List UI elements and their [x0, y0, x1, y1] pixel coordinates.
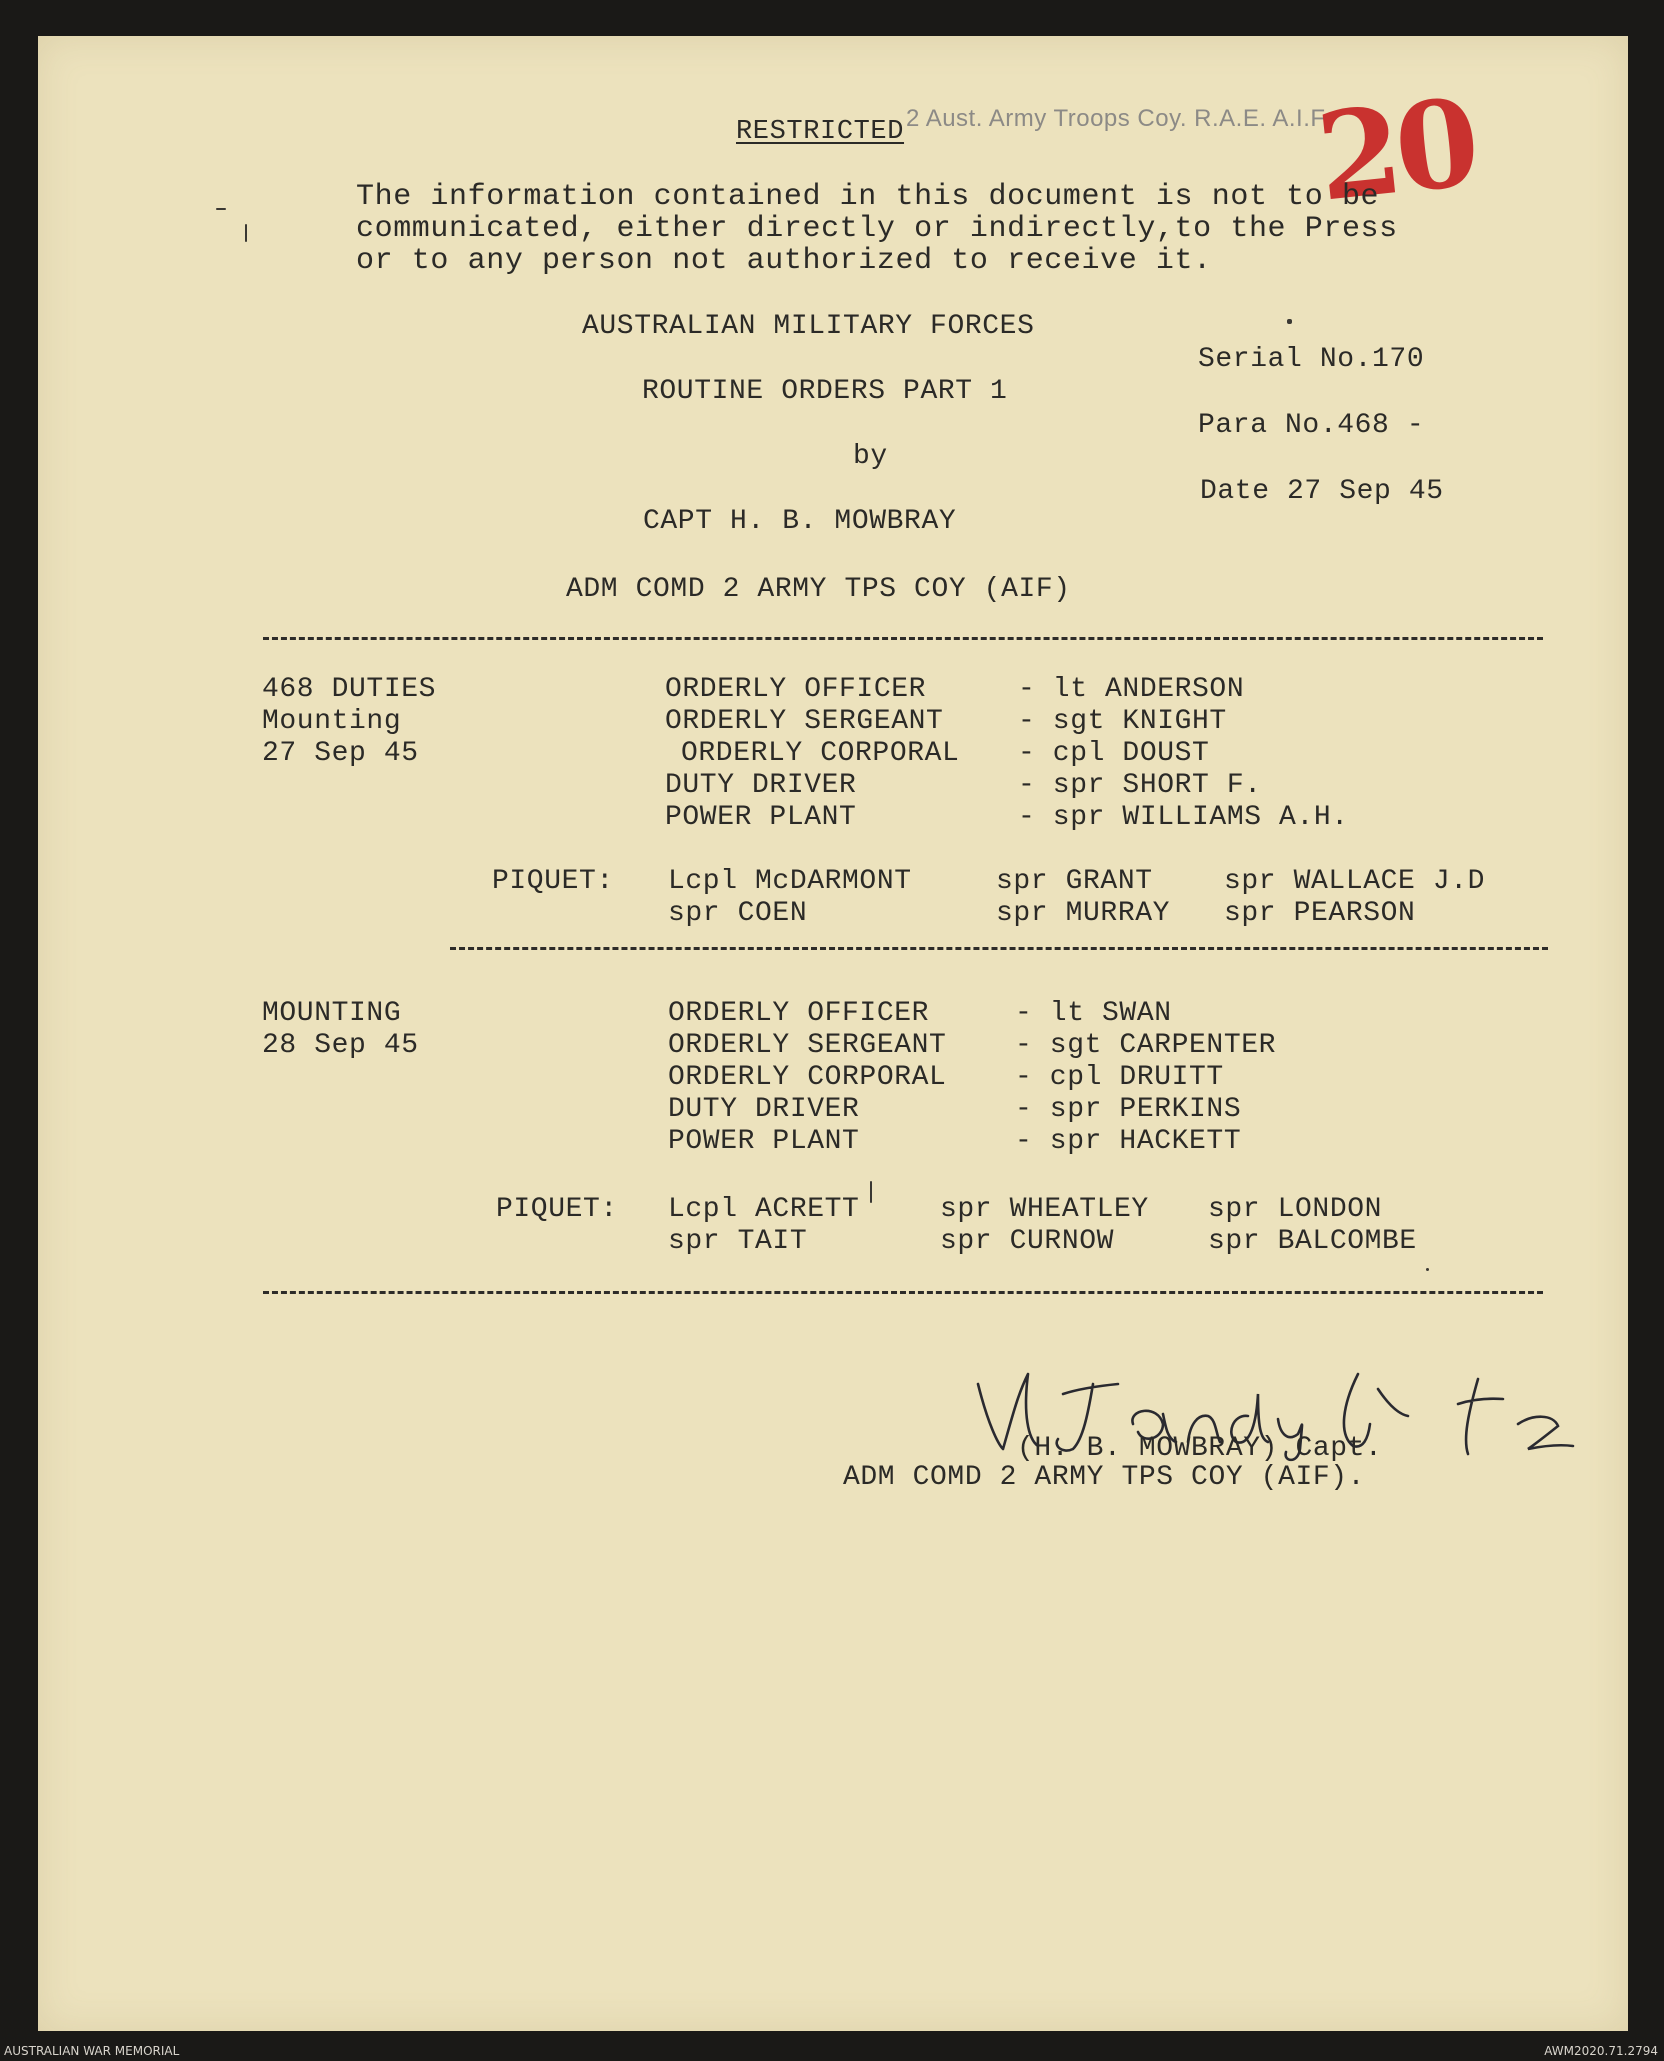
ink-mark — [1426, 1268, 1429, 1271]
piquet-member: Lcpl McDARMONT — [668, 866, 912, 897]
section-heading-line: MOUNTING — [262, 998, 402, 1029]
orders-title: ROUTINE ORDERS PART 1 — [642, 376, 1008, 407]
separator-top — [263, 637, 1543, 640]
duty-name: - sgt CARPENTER — [1015, 1030, 1277, 1061]
separator-bottom — [263, 1291, 1543, 1294]
piquet-member: spr LONDON — [1208, 1194, 1383, 1225]
section-heading-line: 468 DUTIES — [262, 674, 437, 705]
order-date: Date 27 Sep 45 — [1200, 476, 1444, 507]
document-page — [38, 36, 1628, 2031]
ink-mark — [1287, 319, 1292, 324]
command-line: ADM COMD 2 ARMY TPS COY (AIF) — [566, 574, 1071, 605]
duty-name: - cpl DRUITT — [1015, 1062, 1224, 1093]
piquet-member: spr BALCOMBE — [1208, 1226, 1417, 1257]
by-line: by — [853, 441, 888, 472]
ink-mark — [245, 224, 247, 242]
duty-role: ORDERLY CORPORAL — [668, 1062, 947, 1093]
duty-role: ORDERLY OFFICER — [665, 674, 927, 705]
ink-mark — [870, 1181, 872, 1203]
piquet-member: spr WHEATLEY — [940, 1194, 1149, 1225]
piquet-member: spr TAIT — [668, 1226, 808, 1257]
piquet-label: PIQUET: — [492, 866, 614, 897]
signature-text — [38, 36, 39, 37]
notice-line-3: or to any person not authorized to receive it. — [356, 244, 1212, 278]
officer-line: CAPT H. B. MOWBRAY — [643, 506, 957, 537]
archive-footer-left: AUSTRALIAN WAR MEMORIAL — [4, 2044, 180, 2058]
para-number: Para No.468 - — [1198, 410, 1425, 441]
duty-role: ORDERLY OFFICER — [668, 998, 930, 1029]
signatory-command: ADM COMD 2 ARMY TPS COY (AIF). — [843, 1462, 1366, 1493]
piquet-member: spr MURRAY — [996, 898, 1171, 929]
duty-name: - lt ANDERSON — [1018, 674, 1245, 705]
signatory-name: (H. B. MOWBRAY) Capt. — [1017, 1433, 1383, 1464]
piquet-member: spr GRANT — [996, 866, 1153, 897]
notice-line-1: The information contained in this document is not to be — [356, 180, 1380, 214]
duty-role: ORDERLY SERGEANT — [668, 1030, 947, 1061]
duty-role: DUTY DRIVER — [668, 1094, 860, 1125]
duty-name: - sgt KNIGHT — [1018, 706, 1227, 737]
archive-footer-right: AWM2020.71.2794 — [1544, 2044, 1658, 2058]
notice-line-2: communicated, either directly or indirectly,to the Press — [356, 212, 1398, 246]
piquet-member: spr COEN — [668, 898, 808, 929]
duty-role: ORDERLY SERGEANT — [665, 706, 944, 737]
piquet-member: spr WALLACE J.D — [1224, 866, 1486, 897]
duty-role: POWER PLANT — [668, 1126, 860, 1157]
duty-name: - spr SHORT F. — [1018, 770, 1262, 801]
section-heading-line: Mounting — [262, 706, 402, 737]
serial-number: Serial No.170 — [1198, 344, 1425, 375]
duty-role: DUTY DRIVER — [665, 770, 857, 801]
section-heading-line: 28 Sep 45 — [262, 1030, 419, 1061]
section-heading-line: 27 Sep 45 — [262, 738, 419, 769]
folio-number: 20 — [1311, 72, 1480, 229]
duty-name: - spr PERKINS — [1015, 1094, 1242, 1125]
duty-name: - spr WILLIAMS A.H. — [1018, 802, 1349, 833]
separator-middle — [450, 947, 1548, 950]
unit-stamp: 2 Aust. Army Troops Coy. R.A.E. A.I.F. — [906, 105, 1331, 132]
duty-name: - cpl DOUST — [1018, 738, 1210, 769]
duty-role: POWER PLANT — [665, 802, 857, 833]
restricted-heading: RESTRICTED — [736, 117, 905, 147]
piquet-member: spr PEARSON — [1224, 898, 1416, 929]
piquet-member: Lcpl ACRETT — [668, 1194, 860, 1225]
duty-name: - spr HACKETT — [1015, 1126, 1242, 1157]
duty-name: - lt SWAN — [1015, 998, 1172, 1029]
piquet-member: spr CURNOW — [940, 1226, 1115, 1257]
duty-role: ORDERLY CORPORAL — [681, 738, 960, 769]
piquet-label: PIQUET: — [496, 1194, 618, 1225]
ink-mark — [216, 208, 226, 210]
org-title: AUSTRALIAN MILITARY FORCES — [582, 311, 1035, 342]
